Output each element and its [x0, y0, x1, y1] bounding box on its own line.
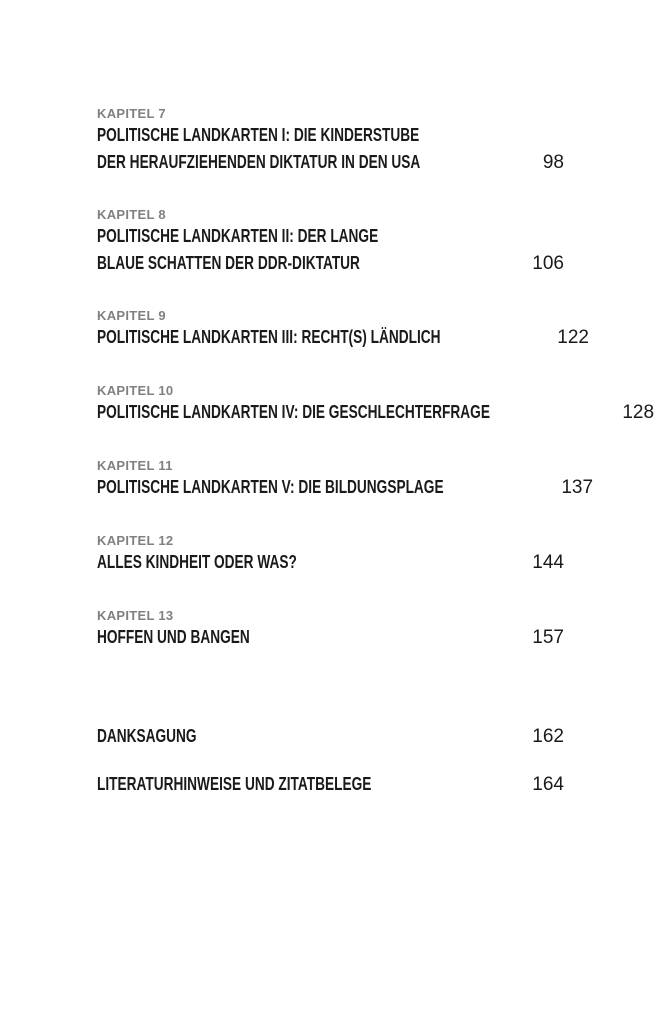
chapter-label: KAPITEL 11 — [97, 458, 173, 473]
chapter-title-line: POLITISCHE LANDKARTEN I: DIE KINDERSTUBE — [97, 125, 420, 145]
page-number: 164 — [532, 774, 564, 795]
chapter-label: KAPITEL 10 — [97, 383, 174, 398]
page-number: 144 — [532, 552, 564, 573]
page-number: 122 — [557, 327, 589, 348]
page-number: 162 — [532, 726, 564, 747]
chapter-label: KAPITEL 9 — [97, 308, 166, 323]
chapter-title-line: DER HERAUFZIEHENDEN DIKTATUR IN DEN USA — [97, 152, 421, 172]
chapter-label: KAPITEL 8 — [97, 207, 166, 222]
toc-entry-literaturhinweise[interactable] — [97, 771, 564, 798]
page-number: 137 — [561, 477, 594, 498]
page-number: 128 — [622, 402, 654, 423]
chapter-title-line: HOFFEN UND BANGEN — [97, 627, 250, 647]
chapter-title-line: POLITISCHE LANDKARTEN V: DIE BILDUNGSPLAGE — [97, 477, 444, 497]
chapter-title-line: POLITISCHE LANDKARTEN III: RECHT(S) LÄNDLICH — [97, 327, 441, 347]
chapter-title-line: ALLES KINDHEIT ODER WAS? — [97, 552, 297, 572]
toc-entry-kapitel-9[interactable] — [97, 308, 589, 351]
chapter-title-line: POLITISCHE LANDKARTEN II: DER LANGE — [97, 226, 379, 246]
toc-entry-kapitel-8[interactable] — [97, 207, 564, 277]
chapter-label: KAPITEL 13 — [97, 608, 174, 623]
page-number: 157 — [532, 627, 564, 648]
toc-entry-kapitel-12[interactable] — [97, 533, 564, 576]
toc-entry-kapitel-13[interactable] — [97, 608, 564, 651]
back-matter-title: DANKSAGUNG — [97, 726, 197, 746]
toc-entry-kapitel-11[interactable] — [97, 458, 594, 501]
chapter-title-line: POLITISCHE LANDKARTEN IV: DIE GESCHLECHTERFRAGE — [97, 402, 490, 422]
back-matter-title: LITERATURHINWEISE UND ZITATBELEGE — [97, 774, 372, 794]
toc-entry-kapitel-10[interactable] — [97, 383, 654, 426]
page-number: 106 — [532, 253, 564, 274]
chapter-title-line: BLAUE SCHATTEN DER DDR-DIKTATUR — [97, 253, 360, 273]
toc-entry-danksagung[interactable] — [97, 723, 564, 750]
chapter-label: KAPITEL 7 — [97, 106, 166, 121]
chapter-label: KAPITEL 12 — [97, 533, 174, 548]
toc-entry-kapitel-7[interactable] — [97, 106, 564, 176]
page-number: 98 — [542, 152, 564, 173]
